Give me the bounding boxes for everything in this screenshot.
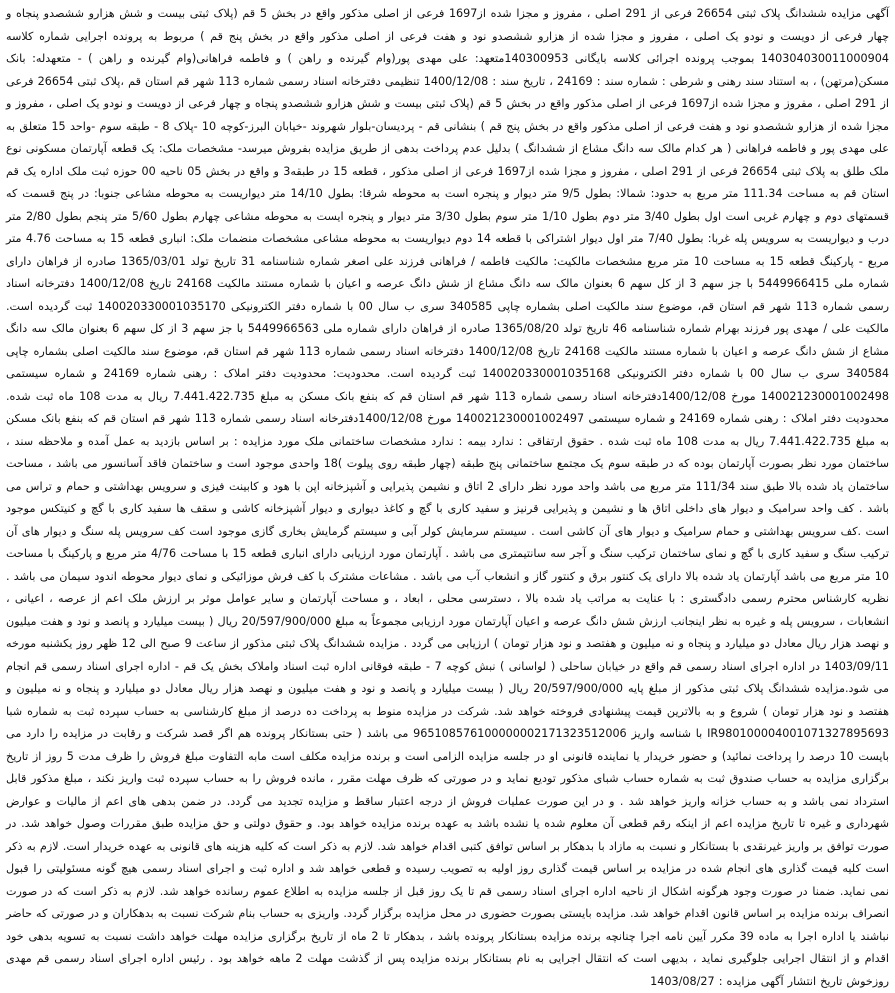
auction-notice-body: آگهی مزایده ششدانگ پلاک ثبتی 26654 فرعی از 291 اصلی ، مفروز و مجزا شده از1697 فرعی از اصلی مذکور واقع در بخش 5 قم (پلاک ثبتی بیست و شش هزارو ششصدو پنجاه و چهار فرعی از دویست و نودو یک اصلی ، مفروز و مجزا شده از هزارو ششصدو نود و هفت فرعی از اصلی مذکور واقع در بخش پنج قم ) مربوط به پرونده اجرایی شماره کلاسه 140304030011000904 بموجب پرونده اجرائی کلاسه بایگانی 140300953متعهد: علی مهدی پور(وام گیرنده و راهن ) و فاطمه فراهانی(وام گیرنده و راهن ) - متعهدله: بانک مسکن(مرتهن) ، به استناد سند رهنی و شرطی : شماره سند : 24169 ، تاریخ سند : 1400/12/08 تنظیمی دفترخانه اسناد رسمی شماره 113 شهر قم استان قم ،پلاک ثبتی 26654 فرعی از 291 اصلی ، مفروز و مجزا شده از1697 فرعی از اصلی مذکور واقع در بخش 5 قم (پلاک ثبتی بیست و شش هزارو ششصدو پنجاه و چهار فرعی از دویست و نودو یک اصلی ، مفروز و مجزا شده از هزارو ششصدو نود و هفت فرعی از اصلی مذکور واقع در بخش پنج قم ) بنشانی قم - پردیسان-بلوار شهروند -خیابان البرز-کوچه 10 -پلاک 8 - طبقه سوم -واحد 15 متعلق به علی مهدی پور و فاطمه فراهانی ( هر کدام مالک سه دانگ مشاع از ششدانگ ) بدلیل عدم پرداخت بدهی از طریق مزایده بفروش میرسد- مشخصات ملک: یک قطعه آپارتمان مسکونی نوع ملک طلق به پلاک ثبتی 26654 فرعی از 291 اصلی ، مفروز و مجزا شده از1697 فرعی از اصلی مذکور ، قطعه 15 در طبقه3 و واقع در بخش 05 ناحیه 00 حوزه ثبت ملک اداره یک قم استان قم به مساحت 111.34 متر مربع به حدود: شمالا: بطول 9/5 متر دیوار و پنجره است به محوطه شرقا: بطول 14/10 متر دیواریست به محوطه مشاعی جنوبا: در پنج قسمت که قسمتهای دوم و چهارم غربی است اول بطول 3/40 متر دوم بطول 1/10 متر سوم بطول 3/30 متر دیوار و پنجره ایست به محوطه مشاعی چهارم بطول 5/60 متر پنجم بطول 2/80 متر درب و دیواریست به سرویس پله غربا: بطول 7/40 متر اول دیوار اشتراکی با قطعه 14 دوم دیواریست به محوطه مشاعی مشخصات منضمات ملک: انباری قطعه 15 به مساحت 4.76 متر مربع - پارکینگ قطعه 15 به مساحت 10 متر مربع مشخصات مالکیت: مالکیت فاطمه / فراهانی فرزند علی اصغر شماره شناسنامه 31 تاریخ تولد 1365/03/01 صادره از فراهان دارای شماره ملی 5449966415 با جز سهم 3 از کل سهم 6 بعنوان مالک سه دانگ مشاع از شش دانگ عرصه و اعیان با شماره مستند مالکیت 24168 تاریخ 1400/12/08 دفترخانه اسناد رسمی شماره 113 شهر قم استان قم، موضوع سند مالکیت اصلی بشماره چاپی 340585 سری ب سال 00 با شماره دفتر الکترونیکی 140020330001035170 ثبت گردیده است. مالکیت علی / مهدی پور فرزند بهرام شماره شناسنامه 46 تاریخ تولد 1365/08/20 صادره از فراهان دارای شماره ملی 5449966563 با جز سهم 3 از کل سهم 6 بعنوان مالک سه دانگ مشاع از شش دانگ عرصه و اعیان با شماره مستند مالکیت 24168 تاریخ 1400/12/08 دفترخانه اسناد رسمی شماره 113 شهر قم استان قم، موضوع سند مالکیت اصلی بشماره چاپی 340584 سری ب سال 00 با شماره دفتر الکترونیکی 140020330001035168 ثبت گردیده است. محدودیت: محدودیت دفتر املاک : رهنی شماره 24169 و شماره سیستمی 140021230001002498 مورخ 1400/12/08دفترخانه اسناد رسمی شماره 113 شهر قم استان قم که بنفع بانک مسکن به مبلغ 7.441.422.735 ریال به مدت 108 ماه ثبت شده. محدودیت دفتر املاک : رهنی شماره 24169 و شماره سیستمی 140021230001002497 مورخ 1400/12/08دفترخانه اسناد رسمی شماره 113 شهر قم استان قم که بنفع بانک مسکن به مبلغ 7.441.422.735 ریال به مدت 108 ماه ثبت شده . حقوق ارتفاقی : ندارد بیمه : ندارد مشخصات ساختمانی ملک مورد مزایده : بر اساس بازدید به عمل آمده و ملاحظه سند ، ساختمان مورد نظر بصورت آپارتمان بوده که در طبقه سوم یک مجتمع ساختمانی پنج طبقه (چهار طبقه روی پیلوت )18 واحدی موجود است و ساختمان فاقد آسانسور می باشد ، مساحت ساختمان یاد شده بالا طبق سند 111/34 متر مربع می باشد واحد مورد نظر دارای 2 اتاق و نشیمن پذیرایی و آشپزخانه اپن با هود و کابینت فیزی و سرویس بهداشتی و حمام و تراس می باشد . کف واحد سرامیک و دیوار های داخلی اتاق ها و نشیمن و پذیرایی قرنیز و سفید کاری با گچ و کاغذ دیواری و دیوار آشپزخانه کاشی و سقف ها سفید کاری با گچ و کنیتکس موجود است .کف سرویس بهداشتی و حمام سرامیک و دیوار های آن کاشی است . سیستم سرمایش کولر آبی و سیستم گرمایش بخاری گازی موجود است کف سرویس پله سنگ و دیوار های آن ترکیب سنگ و سفید کاری با گچ و نمای ساختمان ترکیب سنگ و آجر سه سانتیمتری می باشد . آپارتمان مورد ارزیابی دارای انباری قطعه 15 با مساحت 4/76 متر مربع و پارکینگ با مساحت 10 متر مربع می باشد آپارتمان یاد شده بالا دارای یک کنتور برق و کنتور گاز و انشعاب آب می باشد . مشاعات مشترک با کف فرش موزائیکی و نمای دیوار محوطه اندود سیمان می باشد . نظریه کارشناس محترم رسمی دادگستری : با عنایت به مراتب یاد شده بالا ، دسترسی محلی ، ابعاد ، و مساحت آپارتمان و سایر عوامل موثر بر ارزش ملک اعم از عرصه ، اعیانی ، انشعابات ، سرویس پله و غیره به نظر اینجانب ارزش شش دانگ عرصه و اعیان آپارتمان مورد ارزیابی مجموعاً به مبلغ 20/597/900/000 ریال ( بیست میلیارد و پانصد و نود و هفت میلیون و نهصد هزار ریال معادل دو میلیارد و پنجاه و نه میلیون و هفتصد و نود هزار تومان ) ارزیابی می گردد . مزایده ششدانگ پلاک ثبتی مذکور از ساعت 9 صبح الی 12 ظهر روز یکشنبه مورخه 1403/09/11 در اداره اجرای اسناد رسمی قم واقع در خیابان ساحلی ( لواسانی ) نبش کوچه 7 - طبقه فوقانی اداره ثبت اسناد واملاک بخش یک قم - اداره اجرای اسناد رسمی قم انجام می شود.مزایده ششدانگ پلاک ثبتی مذکور از مبلغ پایه 20/597/900/000 ریال ( بیست میلیارد و پانصد و نود و هفت میلیون و نهصد هزار ریال معادل دو میلیارد و پنجاه و نه میلیون و هفتصد و نود هزار تومان ) شروع و به بالاترین قیمت پیشنهادی فروخته خواهد شد. شرکت در مزایده منوط به پرداخت ده درصد از مبلغ کارشناسی به حساب سپرده ثبت به شماره شبا IR980100004001071327895693 با شناسه واریز 965108576100000002171323512006 می باشد ( حتی بستانکار پرونده هم اگر قصد شرکت و رقابت در مزایده را دارد می بایست 10 درصد را پرداخت نمائید) و حضور خریدار یا نماینده قانونی او در جلسه مزایده الزامی است و برنده مزایده مکلف است مابه التفاوت مبلغ فروش را ظرف مدت 5 روز از تاریخ برگزاری مزایده به حساب صندوق ثبت به شماره حساب شبای مذکور تودیع نماید و در صورتی که ظرف مهلت مقرر ، مانده فروش را به حساب سپرده ثبت واریز نکند ، مبلغ مذکور قابل استرداد نمی باشد و به حساب خزانه واریز خواهد شد . و در این صورت عملیات فروش از درجه اعتبار ساقط و مزایده تجدید می گردد. در ضمن بدهی های اعم از مالیات و عوارض شهرداری و غیره تا تاریخ مزایده اعم از اینکه رقم قطعی آن معلوم شده یا نشده باشد به عهده برنده مزایده خواهد بود. و حقوق دولتی و حق مزایده طبق مقررات وصول خواهد شد. در صورت توافق بر واریز غیرنقدی با بستانکار و نسبت به مازاد با بدهکار بر اساس توافق کتبی اقدام خواهد شد. لازم به ذکر است که کلیه هزینه های قانونی به عهده خریدار است. لازم به ذکر است کلیه قیمت گذاری های انجام شده در مزایده بر اساس قیمت گذاری روز اولیه به تصویب رسیده و قطعی خواهد شد و اداره ثبت و اجرای اسناد رسمی هیچ گونه مسئولیتی را قبول نمی نماید. ضمنا در صورت وجود هرگونه اشکال از ناحیه اداره اجرای اسناد رسمی قم تا یک روز قبل از جلسه مزایده به اطلاع عموم رسانده خواهد شد. لازم به ذکر است که در صورت انصراف برنده مزایده بر اساس قانون اقدام خواهد شد. مزایده بایستی بصورت حضوری در محل مزایده برگزار گردد. واریزی به حساب بنام شرکت نسبت به بدهکاران و در صورتی که حاضر نباشند یا اداره اجرا به ماده 39 مکرر آیین نامه اجرا چنانچه برنده مزایده بستانکار پرونده باشد ، بدهکار تا 2 ماه از تاریخ برگزاری مزایده مهلت خواهد داشت نسبت به تسویه بدهی خود اقدام و از انتقال اجرایی جلوگیری نماید ، بدیهی است که انتقال اجرایی به نام بستانکار برنده مزایده پس از گذشت مهلت 2 ماهه خواهد بود . رئیس اداره اجرای اسناد رسمی قم مهدی روزخوش تاریخ انتشار آگهی مزایده : 1403/08/27 — [6, 7, 890, 988]
